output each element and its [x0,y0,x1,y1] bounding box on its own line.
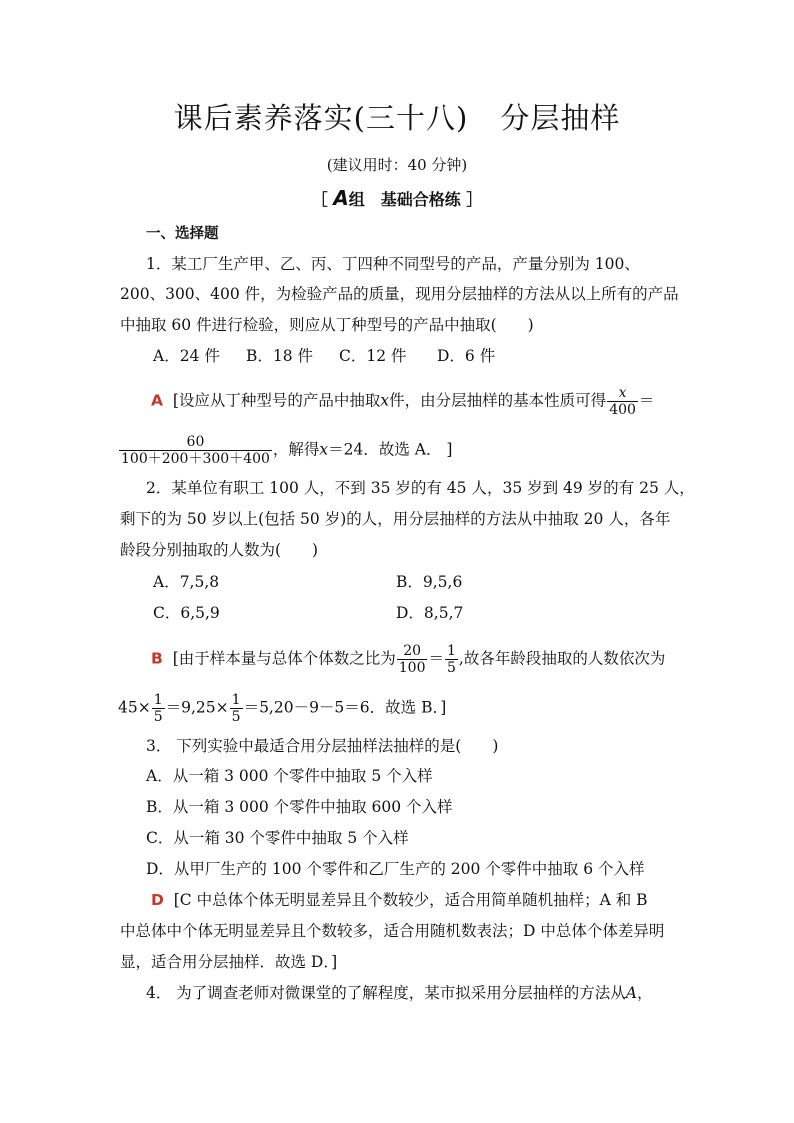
q1-fraction-2: $\frac{60}{100+200+300+400}$ [121,434,270,467]
q2-option-a: A．7,5,8 [153,573,220,591]
q3-solution-line-1: D [C 中总体个体无明显差异且个数较少，适合用简单随机抽样；A 和 B [151,891,648,909]
q1-answer-letter: A [151,391,163,410]
q1-option-c: C．12 件 [339,347,407,365]
q2-line-1: 2．某单位有职工 100 人，不到 35 岁的有 45 人，35 岁到 49 岁的有 25 人， [146,479,695,497]
q1-solution-line-2: $\frac{60}{100+200+300+400}$ ，解得x＝24．故选 A． ] [121,434,453,467]
q1-line-1: 1．某工厂生产甲、乙、丙、丁四种不同型号的产品，产量分别为 100、 [146,255,640,273]
q1-fraction-1: $\frac{x}{400}$ [609,385,636,418]
q3-answer-letter: D [151,891,164,909]
q1-option-a: A．24 件 [153,347,220,365]
q3-line-1: 3． 下列实验中最适合用分层抽样法抽样的是( ) [146,737,499,755]
q3-solution-line-2: 中总体中个体无明显差异且个数较多，适合用随机数表法；D 中总体个体差异明 [120,922,665,940]
q2-line-2: 剩下的为 50 岁以上(包括 50 岁)的人，用分层抽样的方法从中抽取 20 人，各年 [120,510,671,528]
q2-option-c: C．6,5,9 [153,604,220,622]
q3-option-d: D．从甲厂生产的 100 个零件和乙厂生产的 200 个零件中抽取 6 个入样 [146,860,645,878]
q1-line-3: 中抽取 60 件进行检验，则应从丁种型号的产品中抽取( ) [120,316,534,334]
q2-fraction-b: $\frac{1}{5}$ [447,643,456,676]
q2-option-b: B．9,5,6 [396,573,463,591]
section-heading: 一、选择题 [146,226,219,242]
q2-fraction-d: $\frac{1}{5}$ [231,692,241,725]
page-title [0,96,794,137]
q2-option-d: D．8,5,7 [396,604,464,622]
q2-answer-letter: B [151,649,163,668]
q4-line-1: 4． 为了调查老师对微课堂的了解程度，某市拟采用分层抽样的方法从A， [146,984,653,1002]
group-letter: A [333,186,349,210]
q3-solution-line-3: 显，适合用分层抽样．故选 D．] [120,953,338,971]
q3-option-b: B．从一箱 3 000 个零件中抽取 600 个入样 [146,798,453,816]
q2-fraction-c: $\frac{1}{5}$ [153,692,163,725]
q1-solution-line-1: A [设应从丁种型号的产品中抽取x件，由分层抽样的基本性质可得 $\frac{x}{400}$ ＝ [151,385,655,418]
q3-option-c: C．从一箱 30 个零件中抽取 5 个入样 [146,829,409,847]
q1-option-d: D．6 件 [437,347,496,365]
title-main: 课后素养落实(三十八) [173,101,469,135]
q1-line-2: 200、300、400 件，为检验产品的质量，现用分层抽样的方法从以上所有的产品 [120,285,679,303]
q3-option-a: A．从一箱 3 000 个零件中抽取 5 个入样 [146,767,433,785]
q2-solution-line-1: B [由于样本量与总体个体数之比为 $\frac{20}{100}$ ＝ $\frac{1}{5}$ ,故各年龄段抽取的人数依次为 [151,643,666,676]
suggested-time: (建议用时：40 分钟) [326,156,468,174]
q2-fraction-a: $\frac{20}{100}$ [398,643,426,676]
q2-line-3: 龄段分别抽取的人数为( ) [120,541,319,559]
group-heading: ［ A组 基础合格练 ］ [311,186,483,210]
q2-solution-line-2: 45× $\frac{1}{5}$ ＝9,25× $\frac{1}{5}$ ＝5,20－9－5＝6．故选 B．] [118,692,447,725]
title-topic: 分层抽样 [500,101,621,135]
q1-option-b: B．18 件 [246,347,314,365]
group-label: 组 基础合格练 [348,190,461,209]
